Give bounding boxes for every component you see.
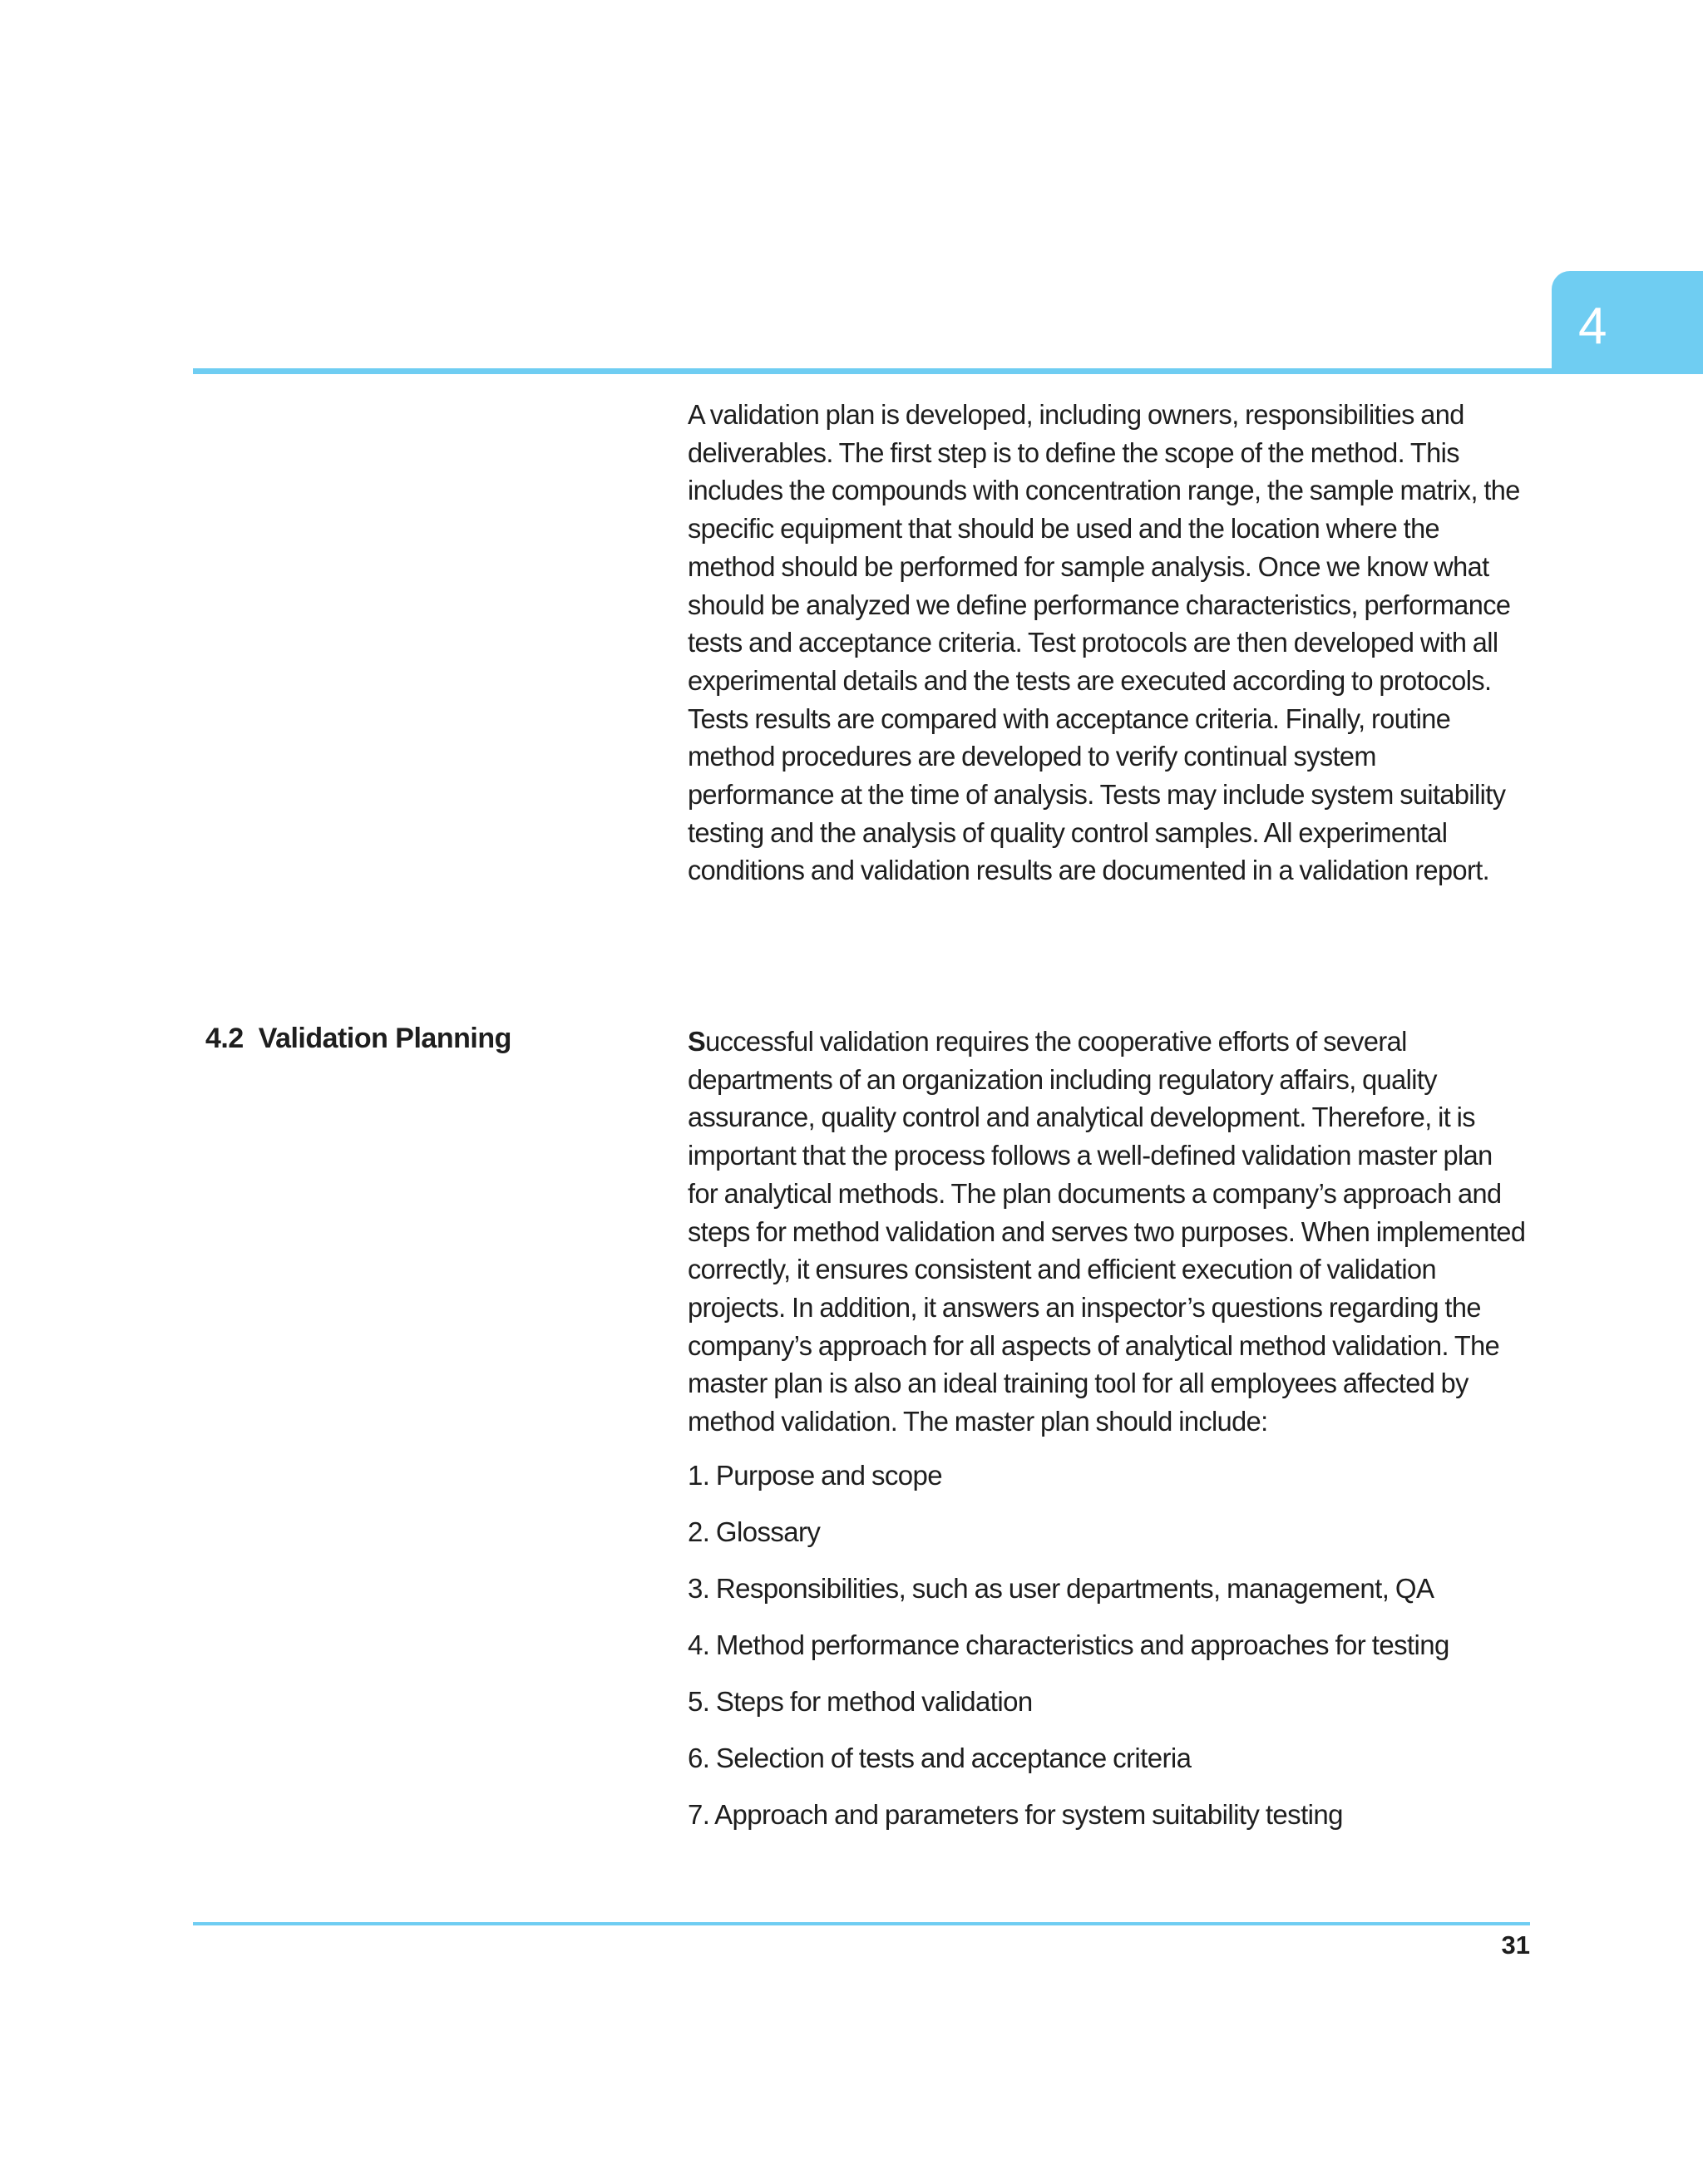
list-item: 6. Selection of tests and acceptance criteria (688, 1743, 1192, 1773)
list-item: 5. Steps for method validation (688, 1686, 1033, 1717)
intro-paragraph: A validation plan is developed, including owners, responsibilities and deliverables. The first step is to define the scope of the method. This includes the compounds with concentration range, the sample matrix, the specific equipment that should be used and the location where the method should be performed for sample analysis. Once we know what should be analyzed we define performance characteristics, performance tests and acceptance criteria. Test protocols are then developed with all experimental details and the tests are executed according to protocols. Tests results are compared with acceptance criteria. Finally, routine method procedures are developed to verify continual system performance at the time of analysis. Tests may include system suitability testing and the analysis of quality control samples. All experimental conditions and validation results are documented in a validation report. (688, 399, 1520, 886)
chapter-number: 4 (1578, 298, 1607, 355)
footer-rule (193, 1922, 1530, 1925)
dropcap-letter: S (688, 1026, 706, 1057)
section-number: 4.2 (205, 1023, 244, 1054)
list-item: 1. Purpose and scope (688, 1460, 943, 1491)
master-plan-list (688, 1457, 1540, 1852)
section-title: Validation Planning (258, 1023, 511, 1054)
chapter-tab (1552, 271, 1703, 374)
list-item: 2. Glossary (688, 1516, 821, 1547)
list-item: 3. Responsibilities, such as user departments, management, QA (688, 1573, 1434, 1604)
section-heading (205, 1023, 511, 1055)
header-rule (193, 368, 1552, 374)
list-item: 4. Method performance characteristics and approaches for testing (688, 1629, 1449, 1660)
section-paragraph-text: uccessful validation requires the cooperative efforts of several departments of an organization including regulatory affairs, quality assurance, quality control and analytical development. Therefore, it is important that the process follows a well-defined validation master plan for analytical methods. The plan documents a company’s approach and steps for method validation and serves two purposes. When implemented correctly, it ensures consistent and efficient execution of validation projects. In addition, it answers an inspector’s questions regarding the company’s approach for all aspects of analytical method validation. The master plan is also an ideal training tool for all employees affected by method validation. The master plan should include: (688, 1026, 1526, 1437)
list-item: 7. Approach and parameters for system suitability testing (688, 1799, 1343, 1830)
section-paragraph (688, 1023, 1528, 1441)
page-number: 31 (1501, 1930, 1530, 1960)
